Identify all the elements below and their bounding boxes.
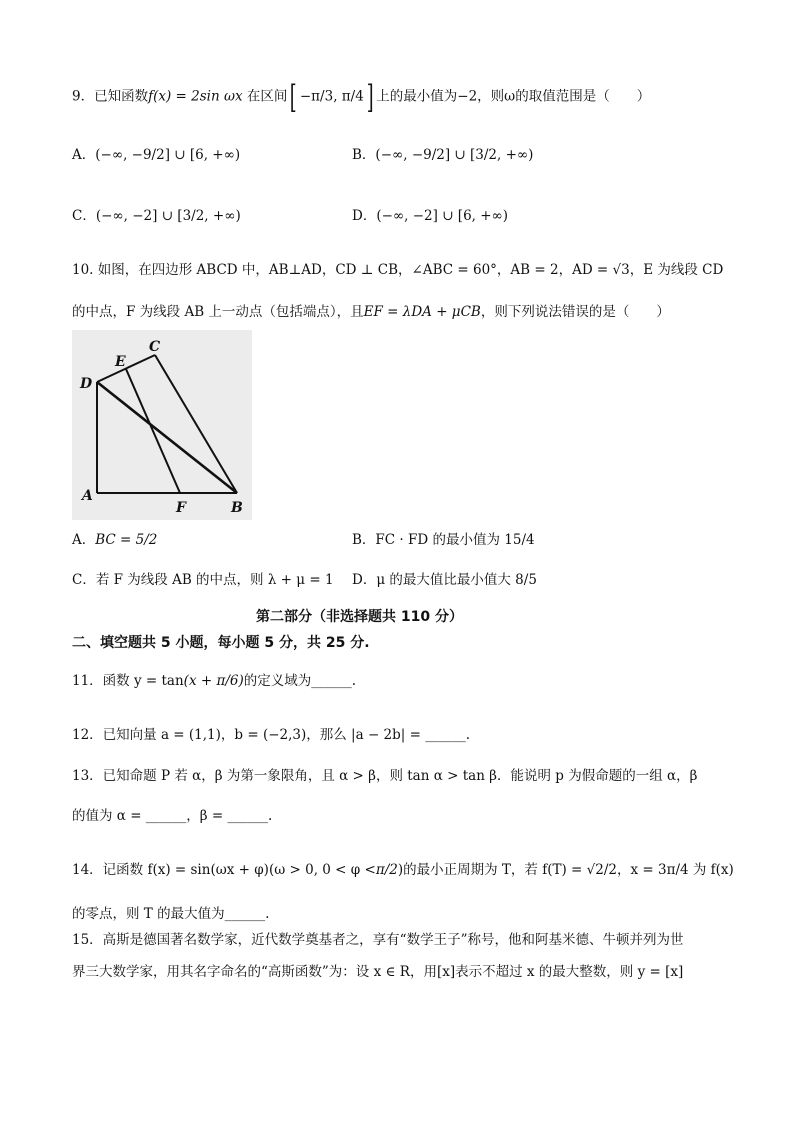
q10-option-c [72,570,334,590]
q10-line1: 10. 如图，在四边形 ABCD 中，AB⊥AD，CD ⊥ CB，∠ABC = 60°，AB = 2，AD = √3，E 为线段 CD [72,262,724,278]
q10-option-d-text: μ 的最大值比最小值大 8/5 [376,572,537,588]
q10-option-c-label: C． [72,572,96,588]
q10-option-d [352,570,537,590]
section-fill-in-title: 二、填空题共 5 小题，每小题 5 分，共 25 分. [72,635,370,651]
q9-stem-post: 上的最小值为−2，则ω的取值范围是（ ） [376,88,651,105]
q9-func: f(x) = 2sin ωx [148,88,243,105]
q14-line1-post: )的最小正周期为 T，若 f(T) = √2/2，x = 3π/4 为 f(x) [397,862,734,878]
q9-option-a [72,145,240,165]
q11-text-pre: 11．函数 y = tan [72,673,184,689]
q9-option-c-label: C． [72,208,96,224]
figure-background [72,330,252,520]
q9-stem: 9．已知函数f(x) = 2sin ωx 在区间[ −π/3, π/4] 上的最小值为−2，则ω的取值范围是（ ） [72,78,651,116]
label-b: B [231,500,243,516]
q11-argument: (x + π/6) [183,673,244,689]
q15-line2: 界三大数学家，用其名字命名的“高斯函数”为：设 x ∈ R，用[x]表示不超过 x 的最大整数，则 y = [x] [72,964,684,980]
q13-line1: 13．已知命题 P 若 α，β 为第一象限角，且 α > β，则 tan α > tan β．能说明 p 为假命题的一组 α，β [72,768,698,784]
label-e: E [115,354,126,370]
q9-option-c-text: (−∞, −2] ∪ [3/2, +∞) [95,208,241,224]
q9-stem-mid: 在区间 [242,88,288,105]
q14-line1-mid: π/2 [375,862,398,878]
q14-line2: 的零点，则 T 的最大值为______. [72,906,270,922]
q9-interval-left: −π/3 [299,88,334,105]
q10-option-b-label: B． [352,532,376,548]
q10-line2-pre: 的中点，F 为线段 AB 上一动点（包括端点），且 [72,304,364,320]
q10-option-a-label: A． [72,532,96,548]
q9-option-b [352,145,533,165]
q9-option-a-text: (−∞, −9/2] ∪ [6, +∞) [95,147,241,163]
q9-option-c [72,206,241,226]
label-d: D [80,376,93,392]
q9-stem-pre: 9．已知函数 [72,88,149,105]
label-a: A [82,488,93,504]
q12: 12．已知向量 a = (1,1)，b = (−2,3)，那么 |a − 2b| = ______. [72,727,471,743]
q9-option-d-text: (−∞, −2] ∪ [6, +∞) [376,208,509,224]
q10-option-c-text: 若 F 为线段 AB 的中点，则 λ + μ = 1 [95,572,334,588]
q13-line2: 的值为 α = ______，β = ______. [72,808,273,824]
q10-option-a [72,530,157,550]
q10-option-d-label: D． [352,572,377,588]
q10-option-b-text: FC · FD 的最小值为 15/4 [375,532,535,548]
q10-figure [72,330,252,520]
q14-line1-pre: 14．记函数 f(x) = sin(ωx + φ)(ω > 0, 0 < φ < [72,862,376,878]
q10-vector-equation: EF = λDA + μCB [363,304,481,320]
q9-interval-right: π/4 [341,88,364,105]
q11 [72,671,356,691]
label-c: C [149,339,161,355]
q15-line1: 15．高斯是德国著名数学家，近代数学奠基者之，享有“数学王子”称号，他和阿基米德、牛顿并列为世 [72,932,684,948]
q10-option-b [352,530,535,550]
q11-text-post: 的定义域为______. [243,673,357,689]
q9-option-d-label: D． [352,208,377,224]
q14-line1 [72,860,734,880]
q9-option-b-label: B． [352,147,376,163]
q9-option-a-label: A． [72,147,96,163]
q9-option-b-text: (−∞, −9/2] ∪ [3/2, +∞) [375,147,534,163]
q10-line2-post: ，则下列说法错误的是（ ） [480,304,670,320]
part2-title: 第二部分（非选择题共 110 分） [256,609,463,625]
q10-option-a-text: BC = 5/2 [95,532,158,548]
q9-option-d [352,206,508,226]
q10-line2 [72,302,670,322]
label-f: F [176,500,186,516]
